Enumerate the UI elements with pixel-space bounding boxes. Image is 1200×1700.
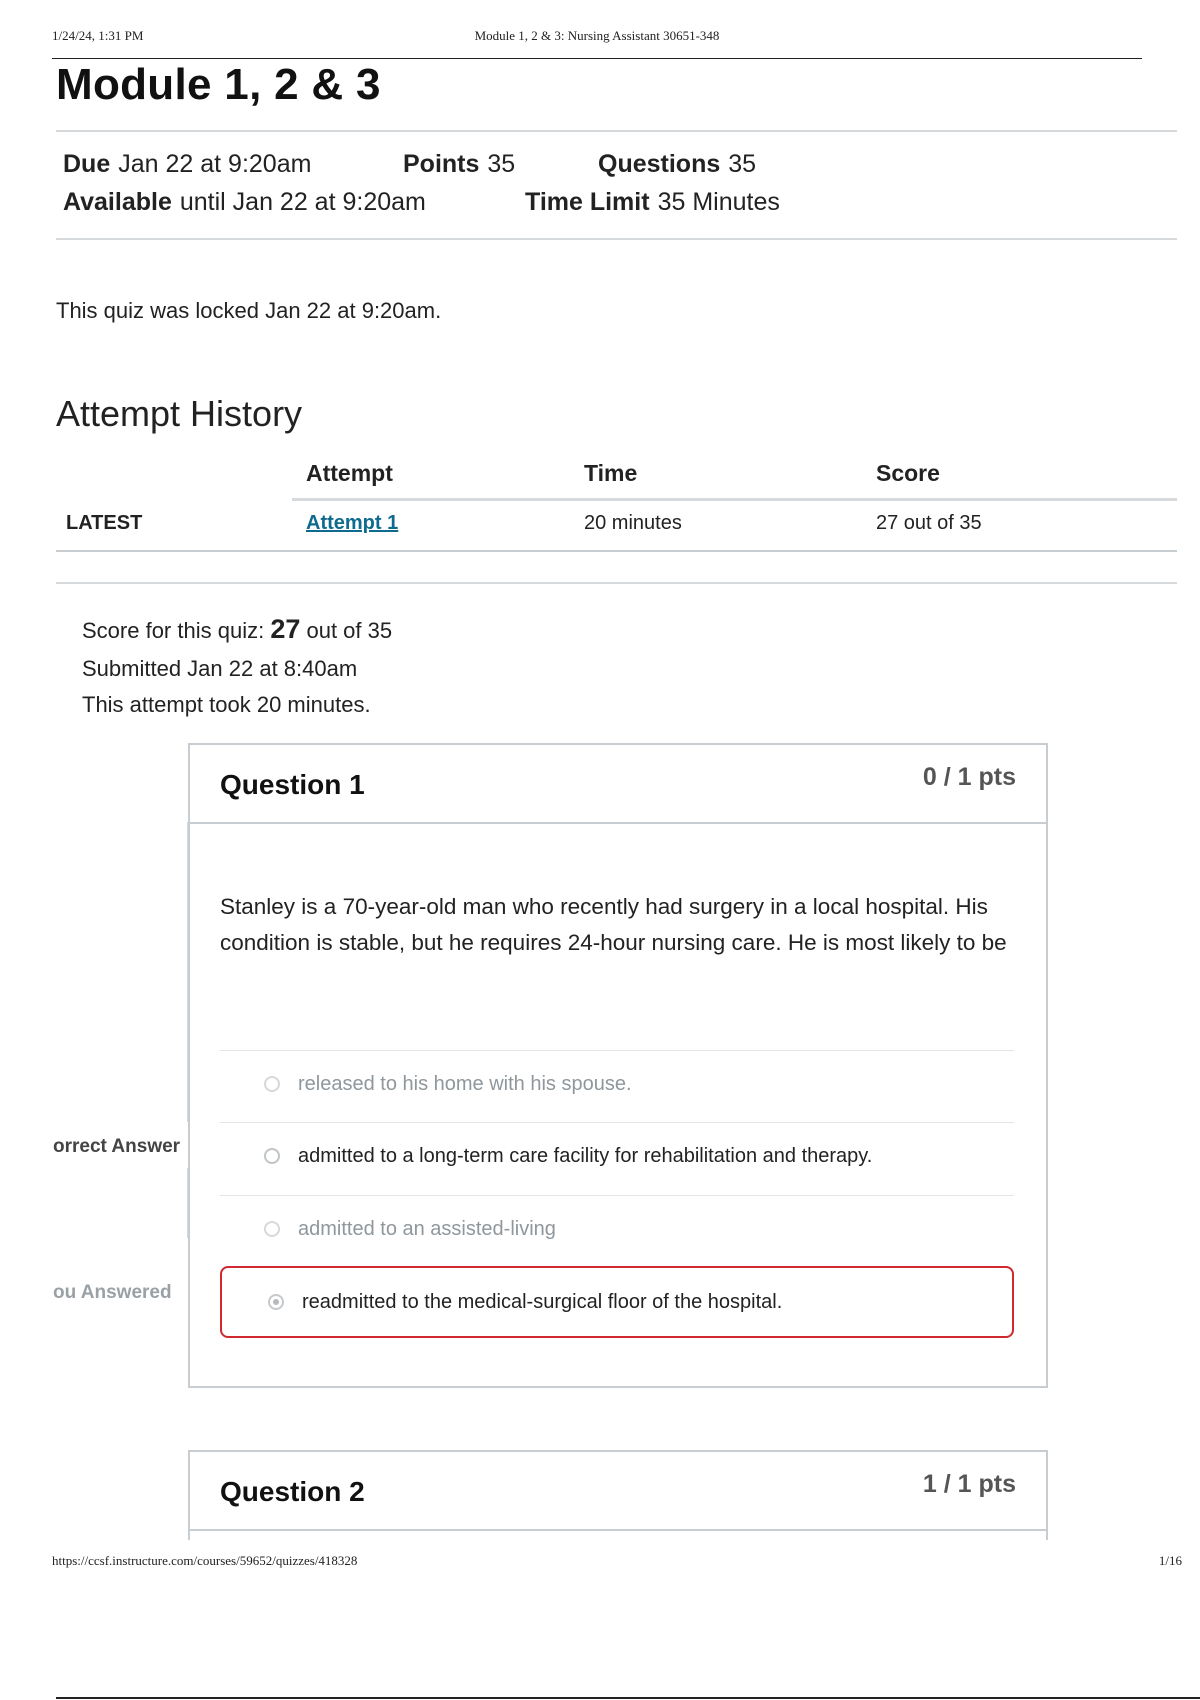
available-label: Available [63,188,172,216]
score-value: 27 [270,614,301,644]
print-header [52,28,1142,59]
answer-text: admitted to an assisted-living [298,1218,556,1240]
points-value: 35 [487,150,516,178]
quiz-details-row-1 [63,150,311,179]
radio-button[interactable] [264,1148,280,1164]
question-title: Question 1 [220,769,365,800]
due-label: Due [63,150,111,178]
time-limit-detail [525,188,780,217]
page-number: 1/16 [1158,1553,1182,1568]
page-url: https://ccsf.instructure.com/courses/59652/quizzes/418328 [52,1553,358,1568]
available-value: until Jan 22 at 9:20am [179,188,426,216]
due-value: Jan 22 at 9:20am [118,150,312,178]
time-limit-value: 35 Minutes [657,188,780,216]
divider [56,582,1177,584]
answer-text: released to his home with his spouse. [298,1073,632,1095]
question-points: 0 / 1 pts [922,763,1016,791]
question-text: Stanley is a 70-year-old man who recently had surgery in a local hospital. His condition is stable, but he requires 24-hour nursing care. He is most likely to be [220,894,1007,955]
bottom-rule [56,1697,1200,1699]
available-detail [63,188,426,217]
table-header-divider [292,498,1177,501]
question-1 [188,743,1048,1388]
answer-option[interactable] [220,1050,1014,1122]
radio-button[interactable] [264,1076,280,1092]
attempt-1-link[interactable]: Attempt 1 [306,512,399,534]
radio-button-selected[interactable] [268,1294,284,1310]
question-header [190,745,1046,824]
page-title: Module 1, 2 & 3 [56,60,381,109]
print-datetime: 1/24/24, 1:31 PM [52,28,144,43]
column-header-attempt: Attempt [306,460,393,486]
question-points: 1 / 1 pts [922,1470,1016,1498]
submitted-time: Submitted Jan 22 at 8:40am [82,656,358,681]
attempt-duration: This attempt took 20 minutes. [82,692,371,717]
attempt-history-heading: Attempt History [56,393,303,434]
answer-option-correct[interactable] [220,1122,1014,1194]
attempt-score: 27 out of 35 [876,512,982,534]
question-title: Question 2 [220,1476,365,1507]
locked-message: This quiz was locked Jan 22 at 9:20am. [56,298,442,323]
answer-text: readmitted to the medical-surgical floor of the hospital. [302,1291,783,1313]
score-prefix: Score for this quiz: [82,618,265,643]
questions-label: Questions [598,150,721,178]
answer-text: admitted to a long-term care facility for rehabilitation and therapy. [298,1145,873,1167]
latest-tag: LATEST [66,512,143,534]
you-answered-label: ou Answered [53,1282,172,1303]
attempt-time: 20 minutes [584,512,682,534]
column-header-time: Time [584,460,638,486]
questions-detail [598,150,756,179]
answer-option-selected[interactable] [220,1266,1014,1338]
radio-button[interactable] [264,1221,280,1237]
table-row-divider [56,550,1177,552]
questions-value: 35 [728,150,757,178]
answer-option[interactable] [220,1195,1014,1267]
points-detail [403,150,515,179]
print-doc-title: Module 1, 2 & 3: Nursing Assistant 30651-348 [474,28,720,43]
points-label: Points [403,150,480,178]
time-limit-label: Time Limit [525,188,650,216]
quiz-score-line [82,614,392,645]
column-header-score: Score [876,460,940,486]
question-2 [188,1450,1048,1540]
score-suffix: out of 35 [306,618,393,643]
divider [56,130,1177,132]
correct-answer-label: orrect Answer [53,1136,181,1157]
divider [56,238,1177,240]
question-header [190,1452,1046,1531]
